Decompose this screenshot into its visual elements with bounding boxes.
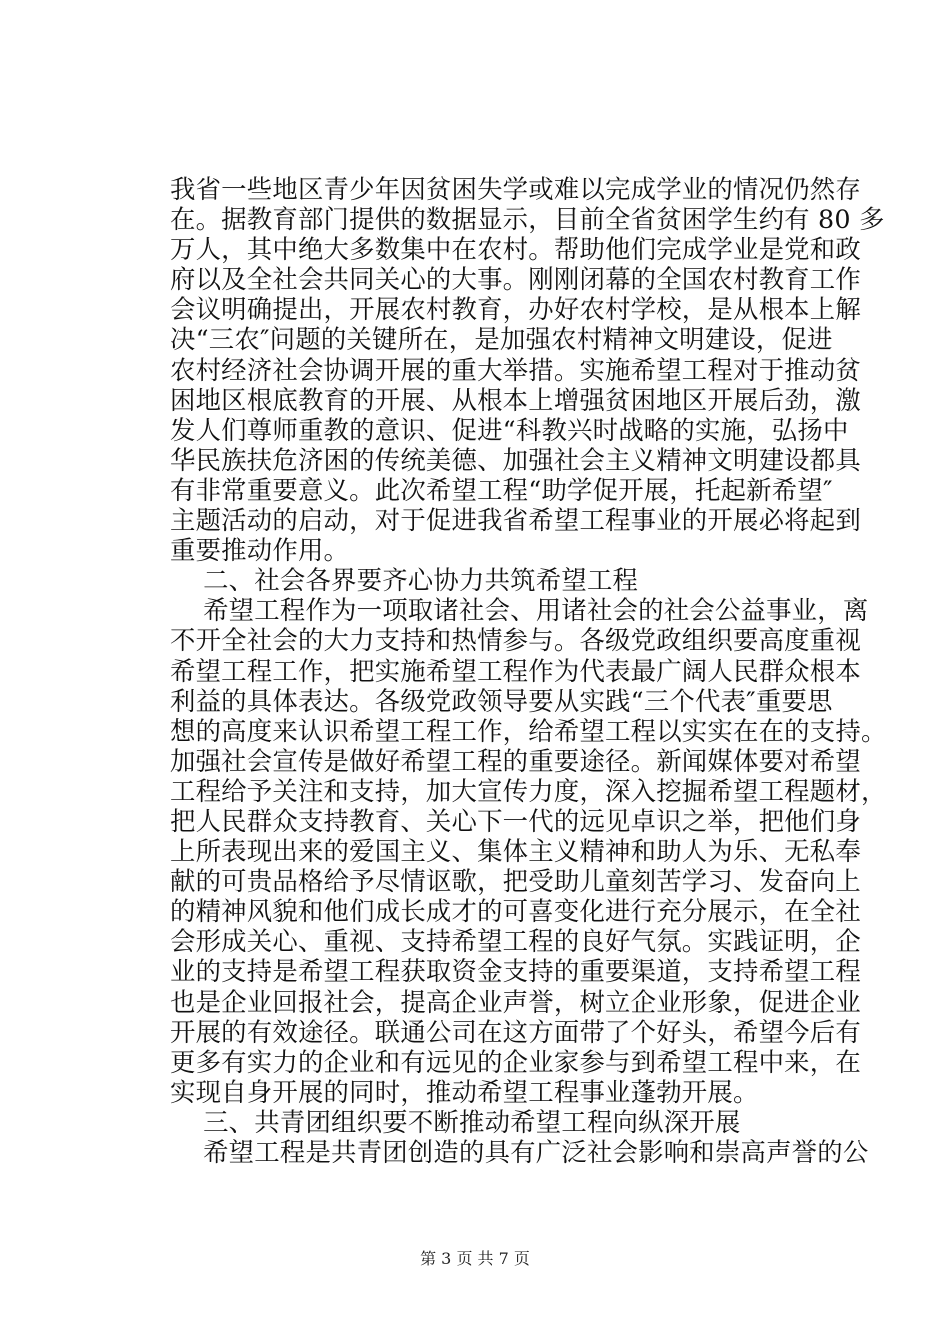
text-line: 希望工程作为一项取诸社会、用诸社会的社会公益事业，离 [170, 595, 869, 626]
text-line: 在。据教育部门提供的数据显示，目前全省贫困学生约有 80 多 [170, 204, 885, 235]
page-number-footer: 第 3 页 共 7 页 [420, 1249, 530, 1268]
text-line: 会形成关心、重视、支持希望工程的良好气氛。实践证明，企 [170, 926, 861, 957]
text-line: 开展的有效途径。联通公司在这方面带了个好头，希望今后有 [170, 1016, 861, 1047]
text-line: 有非常重要意义。此次希望工程“助学促开展，托起新希望″ [170, 474, 833, 505]
text-line: 希望工程是共青团创造的具有广泛社会影响和崇高声誉的公 [170, 1137, 869, 1167]
text-line: 府以及全社会共同关心的大事。刚刚闭幕的全国农村教育工作 [170, 264, 861, 295]
text-line: 主题活动的启动，对于促进我省希望工程事业的开展必将起到 [170, 505, 861, 536]
text-line: 更多有实力的企业和有远见的企业家参与到希望工程中来，在 [170, 1046, 861, 1077]
text-line: 也是企业回报社会，提高企业声誉，树立企业形象，促进企业 [170, 986, 861, 1017]
text-line: 农村经济社会协调开展的重大举措。实施希望工程对于推动贫 [170, 354, 861, 385]
text-line: 实现自身开展的同时，推动希望工程事业蓬勃开展。 [170, 1076, 759, 1107]
section-heading: 二、社会各界要齐心协力共筑希望工程 [170, 565, 639, 596]
text-line: 华民族扶危济困的传统美德、加强社会主义精神文明建设都具 [170, 444, 861, 475]
text-line: 业的支持是希望工程获取资金支持的重要渠道，支持希望工程 [170, 956, 861, 987]
section-heading: 三、共青团组织要不断推动希望工程向纵深开展 [170, 1106, 741, 1137]
text-line: 利益的具体表达。各级党政领导要从实践“三个代表″重要思 [170, 685, 833, 716]
text-line: 把人民群众支持教育、关心下一代的远见卓识之举，把他们身 [170, 805, 861, 836]
body-text [170, 174, 887, 1167]
text-line: 决“三农″问题的关键所在，是加强农村精神文明建设，促进 [170, 324, 833, 355]
text-line: 上所表现出来的爱国主义、集体主义精神和助人为乐、无私奉 [170, 836, 861, 867]
text-line: 的精神风貌和他们成长成才的可喜变化进行充分展示，在全社 [170, 896, 861, 927]
text-line: 想的高度来认识希望工程工作，给希望工程以实实在在的支持。 [170, 715, 887, 746]
text-line: 会议明确提出，开展农村教育，办好农村学校，是从根本上解 [170, 294, 861, 325]
text-line: 我省一些地区青少年因贫困失学或难以完成学业的情况仍然存 [170, 174, 861, 204]
text-line: 万人，其中绝大多数集中在农村。帮助他们完成学业是党和政 [170, 234, 861, 265]
text-line: 困地区根底教育的开展、从根本上增强贫困地区开展后劲，激 [170, 384, 861, 415]
text-line: 发人们尊师重教的意识、促进“科教兴时战略的实施，弘扬中 [170, 414, 849, 445]
text-line: 献的可贵品格给予尽情讴歌，把受助儿童刻苦学习、发奋向上 [170, 866, 861, 897]
text-line: 工程给予关注和支持，加大宣传力度，深入挖掘希望工程题材， [170, 775, 887, 806]
text-line: 重要推动作用。 [170, 535, 350, 566]
text-line: 希望工程工作，把实施希望工程作为代表最广阔人民群众根本 [170, 655, 861, 686]
text-line: 不开全社会的大力支持和热情参与。各级党政组织要高度重视 [170, 625, 861, 656]
text-line: 加强社会宣传是做好希望工程的重要途径。新闻媒体要对希望 [170, 745, 861, 776]
